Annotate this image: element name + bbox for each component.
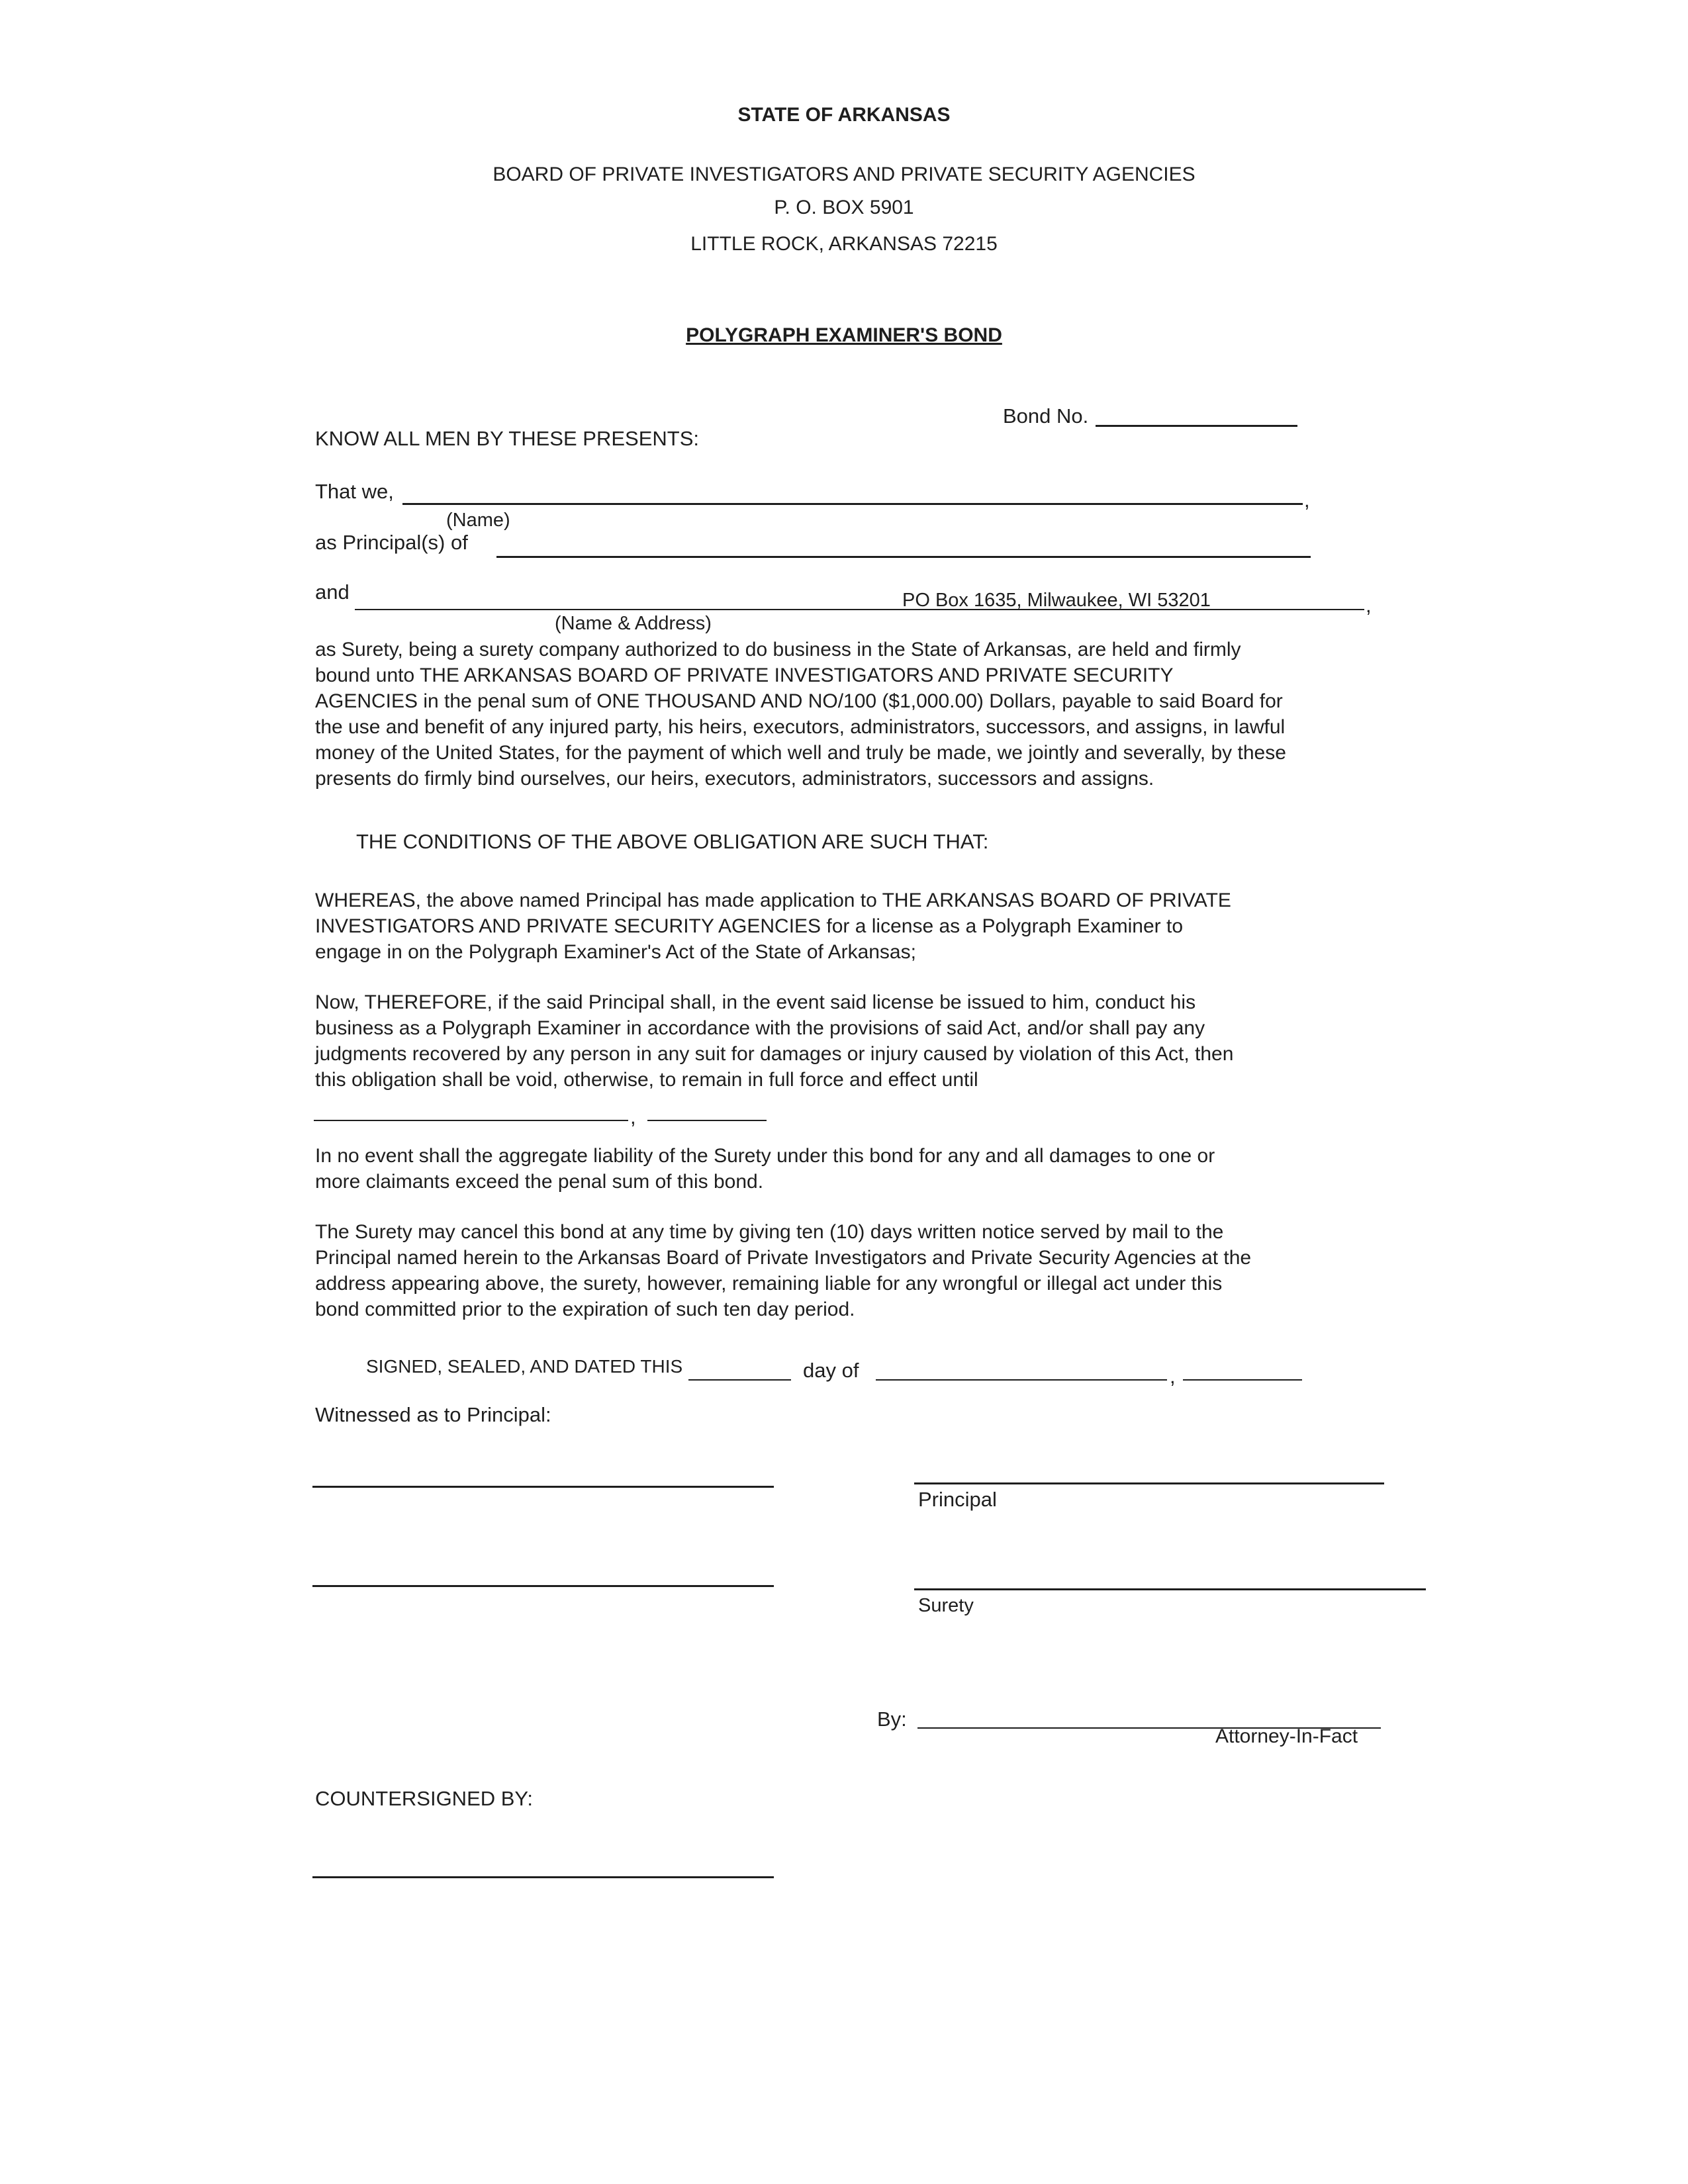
witness-signature-2[interactable]	[312, 1585, 774, 1587]
whereas-paragraph	[315, 887, 1374, 965]
name-caption: (Name)	[446, 510, 510, 531]
surety-label: Surety	[918, 1595, 974, 1616]
city-address: LITTLE ROCK, ARKANSAS 72215	[690, 233, 998, 255]
surety-paragraph	[315, 637, 1374, 792]
until-date-field[interactable]	[314, 1120, 628, 1121]
paragraph-line: judgments recovered by any person in any suit for damages or injury caused by violation of this Act, then	[315, 1043, 1234, 1065]
signed-day-field[interactable]	[688, 1379, 791, 1381]
conditions-heading: THE CONDITIONS OF THE ABOVE OBLIGATION ARE SUCH THAT:	[356, 830, 989, 853]
board-name: BOARD OF PRIVATE INVESTIGATORS AND PRIVATE SECURITY AGENCIES	[492, 163, 1196, 185]
name-address-caption: (Name & Address)	[555, 613, 712, 634]
comma: ,	[1304, 488, 1310, 512]
paragraph-line: In no event shall the aggregate liability of the Surety under this bond for any and all damages to one or	[315, 1145, 1215, 1167]
comma: ,	[630, 1105, 636, 1128]
paragraph-line: engage in on the Polygraph Examiner's Act of the State of Arkansas;	[315, 941, 916, 963]
paragraph-line: money of the United States, for the payment of which well and truly be made, we jointly and severally, by these	[315, 742, 1286, 764]
principal-signature[interactable]	[914, 1482, 1384, 1484]
paragraph-line: the use and benefit of any injured party, his heirs, executors, administrators, successors, and assigns, in lawful	[315, 716, 1286, 738]
principal-of-field[interactable]	[496, 556, 1311, 558]
by-label: By:	[877, 1707, 907, 1731]
attorney-label: Attorney-In-Fact	[1215, 1725, 1358, 1747]
as-principal-label: as Principal(s) of	[315, 531, 468, 554]
paragraph-line: more claimants exceed the penal sum of this bond.	[315, 1171, 764, 1193]
surety-signature[interactable]	[914, 1588, 1426, 1590]
day-of-label: day of	[803, 1359, 859, 1382]
and-label: and	[315, 580, 350, 604]
countersigned-label: COUNTERSIGNED BY:	[315, 1787, 533, 1810]
that-we-label: That we,	[315, 480, 394, 503]
signed-label: SIGNED, SEALED, AND DATED THIS	[366, 1356, 683, 1377]
paragraph-line: this obligation shall be void, otherwise, to remain in full force and effect until	[315, 1069, 978, 1091]
paragraph-line: AGENCIES in the penal sum of ONE THOUSAND AND NO/100 ($1,000.00) Dollars, payable to said Board for	[315, 690, 1283, 712]
principal-name-field[interactable]	[402, 503, 1303, 505]
surety-name-field[interactable]	[355, 609, 1364, 610]
paragraph-line: INVESTIGATORS AND PRIVATE SECURITY AGENCIES for a license as a Polygraph Examiner to	[315, 915, 1184, 937]
document-title	[0, 324, 1688, 347]
paragraph-line: as Surety, being a surety company authorized to do business in the State of Arkansas, are held and firmly	[315, 639, 1241, 660]
paragraph-line: bound unto THE ARKANSAS BOARD OF PRIVATE INVESTIGATORS AND PRIVATE SECURITY	[315, 664, 1174, 686]
paragraph-line: address appearing above, the surety, however, remaining liable for any wrongful or illegal act under this	[315, 1273, 1223, 1295]
surety-address: PO Box 1635, Milwaukee, WI 53201	[902, 590, 1211, 611]
cancel-paragraph	[315, 1219, 1374, 1322]
liability-paragraph	[315, 1143, 1374, 1195]
signed-year-field[interactable]	[1183, 1379, 1302, 1381]
paragraph-line: WHEREAS, the above named Principal has made application to THE ARKANSAS BOARD OF PRIVATE	[315, 889, 1231, 911]
state-heading: STATE OF ARKANSAS	[737, 104, 951, 126]
bond-no-label: Bond No.	[1003, 404, 1089, 428]
comma: ,	[1366, 594, 1372, 617]
paragraph-line: business as a Polygraph Examiner in accordance with the provisions of said Act, and/or shall pay any	[315, 1017, 1205, 1039]
title-text: POLYGRAPH EXAMINER'S BOND	[686, 324, 1002, 346]
witnessed-label: Witnessed as to Principal:	[315, 1403, 551, 1426]
po-box: P. O. BOX 5901	[774, 197, 914, 218]
know-all-heading: KNOW ALL MEN BY THESE PRESENTS:	[315, 427, 699, 450]
paragraph-line: The Surety may cancel this bond at any time by giving ten (10) days written notice served by mail to the	[315, 1221, 1224, 1243]
witness-signature-1[interactable]	[312, 1486, 774, 1488]
paragraph-line: presents do firmly bind ourselves, our heirs, executors, administrators, successors and assigns.	[315, 768, 1154, 790]
paragraph-line: Principal named herein to the Arkansas Board of Private Investigators and Private Security Agencies at the	[315, 1247, 1252, 1269]
bond-no-field[interactable]	[1096, 425, 1297, 427]
until-year-field[interactable]	[647, 1120, 767, 1121]
now-therefore-paragraph	[315, 989, 1374, 1093]
paragraph-line: bond committed prior to the expiration of such ten day period.	[315, 1298, 855, 1320]
signed-month-field[interactable]	[876, 1379, 1167, 1381]
principal-label: Principal	[918, 1488, 997, 1511]
paragraph-line: Now, THEREFORE, if the said Principal shall, in the event said license be issued to him, conduct his	[315, 991, 1196, 1013]
countersign-signature[interactable]	[312, 1876, 774, 1878]
comma: ,	[1170, 1365, 1176, 1388]
